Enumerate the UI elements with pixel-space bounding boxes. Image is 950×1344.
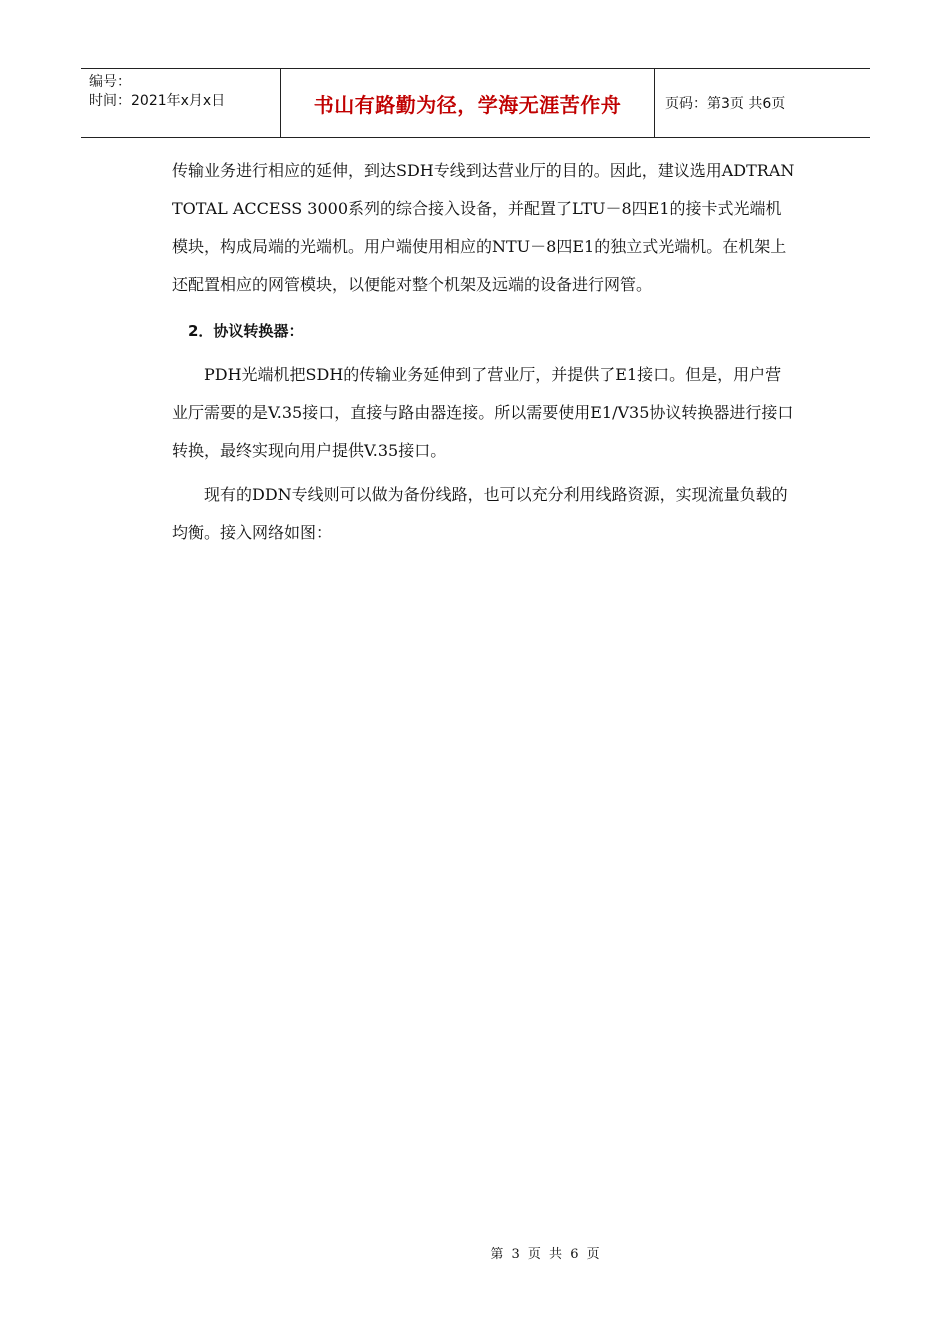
paragraph-ddn: 现有的DDN专线则可以做为备份线路，也可以充分利用线路资源，实现流量负载的均衡。接入网络如图： [172,485,788,542]
page-header [81,68,870,138]
document-number: 编号： [89,74,131,90]
paragraph-pdh: PDH光端机把SDH的传输业务延伸到了营业厅，并提供了E1接口。但是，用户营业厅需要的是V.35接口，直接与路由器连接。所以需要使用E1/V35协议转换器进行接口转换，最终实现向用户提供V.35接口。 [172,365,794,460]
document-body [172,152,797,552]
document-time: 时间：2021年x月x日 [89,93,226,109]
section-heading-protocol-converter: 2．协议转换器： [188,322,304,340]
header-meta [81,69,281,137]
header-page-info: 页码：第3页 共6页 [665,96,786,112]
paragraph-continuation: 传输业务进行相应的延伸，到达SDH专线到达营业厅的目的。因此，建议选用ADTRAN TOTAL ACCESS 3000系列的综合接入设备，并配置了LTU－8四E1的接卡式光端机模块，构成局端的光端机。用户端使用相应的NTU－8四E1的独立式光端机。在机架上还配置相应的网管模块，以便能对整个机架及远端的设备进行网管。 [172,161,795,294]
header-motto: 书山有路勤为径，学海无涯苦作舟 [281,69,655,137]
page-footer: 第 3 页 共 6 页 [490,1247,600,1262]
